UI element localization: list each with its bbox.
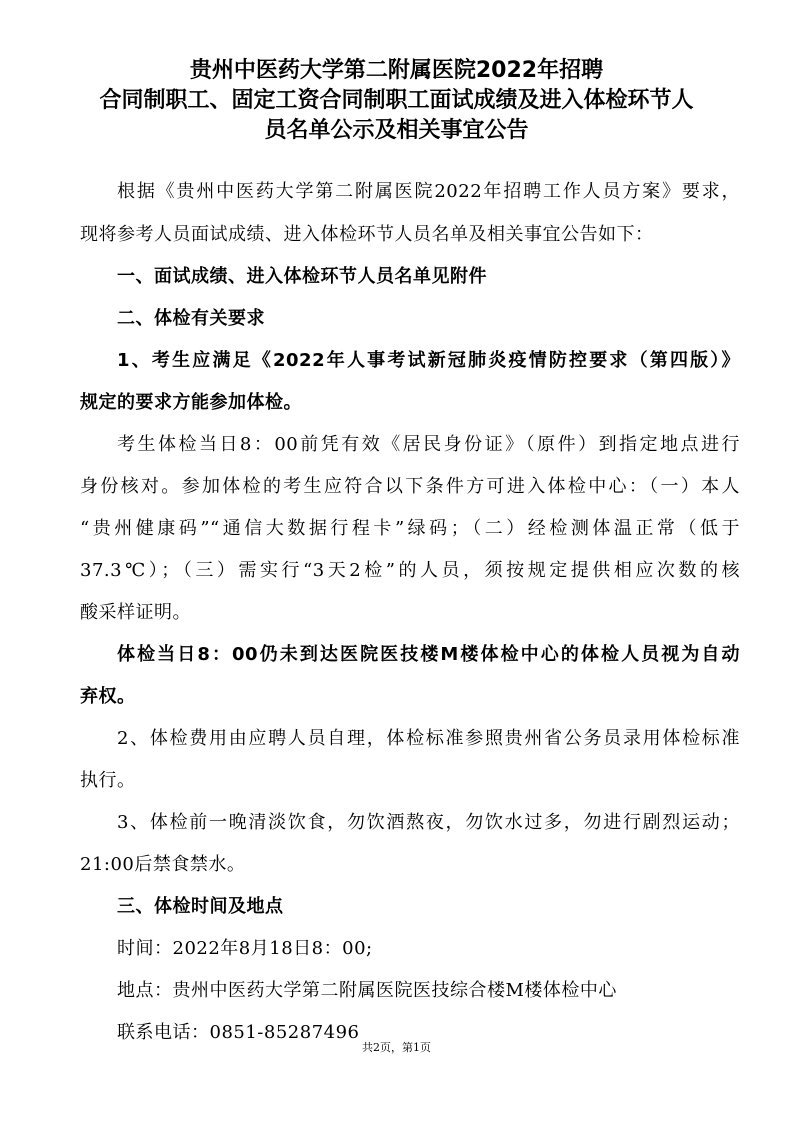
section-1-heading: 一、面试成绩、进入体检环节人员名单见附件 (117, 266, 487, 287)
title-line-3: 员名单公示及相关事宜公告 (264, 118, 529, 143)
item-2-line-2: 执行。 (80, 770, 136, 791)
item-3-line-2: 21:00后禁食禁水。 (80, 854, 246, 875)
section-3-heading: 三、体检时间及地点 (117, 896, 284, 917)
exam-location: 地点：贵州中医药大学第二附属医院医技综合楼M楼体检中心 (117, 980, 617, 1001)
paragraph-line-5: 酸采样证明。 (80, 602, 191, 623)
section-2-heading: 二、体检有关要求 (117, 308, 265, 329)
intro-line-1: 根据《贵州中医药大学第二附属医院2022年招聘工作人员方案》要求， (117, 181, 740, 202)
intro-line-2: 现将参考人员面试成绩、进入体检环节人员名单及相关事宜公告如下： (80, 224, 654, 245)
paragraph-line-3: “贵州健康码”“通信大数据行程卡”绿码；（二）经检测体温正常（低于 (80, 518, 740, 539)
paragraph-line-4: 37.3℃）；（三）需实行“3天2检”的人员，须按规定提供相应次数的核 (80, 560, 740, 581)
item-1-line-2: 规定的要求方能参加体检。 (80, 392, 302, 413)
item-1-line-1: 1、考生应满足《2022年人事考试新冠肺炎疫情防控要求（第四版）》 (117, 350, 740, 371)
item-3-line-1: 3、体检前一晚清淡饮食，勿饮酒熬夜，勿饮水过多，勿进行剧烈运动； (117, 812, 740, 833)
title-line-1: 贵州中医药大学第二附属医院2022年招聘 (189, 58, 604, 83)
page-footer: 共2页，第1页 (362, 1041, 431, 1054)
title-line-2: 合同制职工、固定工资合同制职工面试成绩及进入体检环节人 (99, 88, 694, 113)
warning-line-2: 弃权。 (80, 686, 136, 707)
exam-time: 时间：2022年8月18日8：00; (117, 938, 373, 959)
warning-line-1: 体检当日8：00仍未到达医院医技楼M楼体检中心的体检人员视为自动 (117, 644, 740, 665)
paragraph-line-1: 考生体检当日8：00前凭有效《居民身份证》（原件）到指定地点进行 (117, 434, 740, 455)
paragraph-line-2: 身份核对。参加体检的考生应符合以下条件方可进入体检中心：（一）本人 (80, 476, 740, 497)
contact-phone: 联系电话：0851-85287496 (117, 1022, 360, 1043)
item-2-line-1: 2、体检费用由应聘人员自理，体检标准参照贵州省公务员录用体检标准 (117, 728, 740, 749)
